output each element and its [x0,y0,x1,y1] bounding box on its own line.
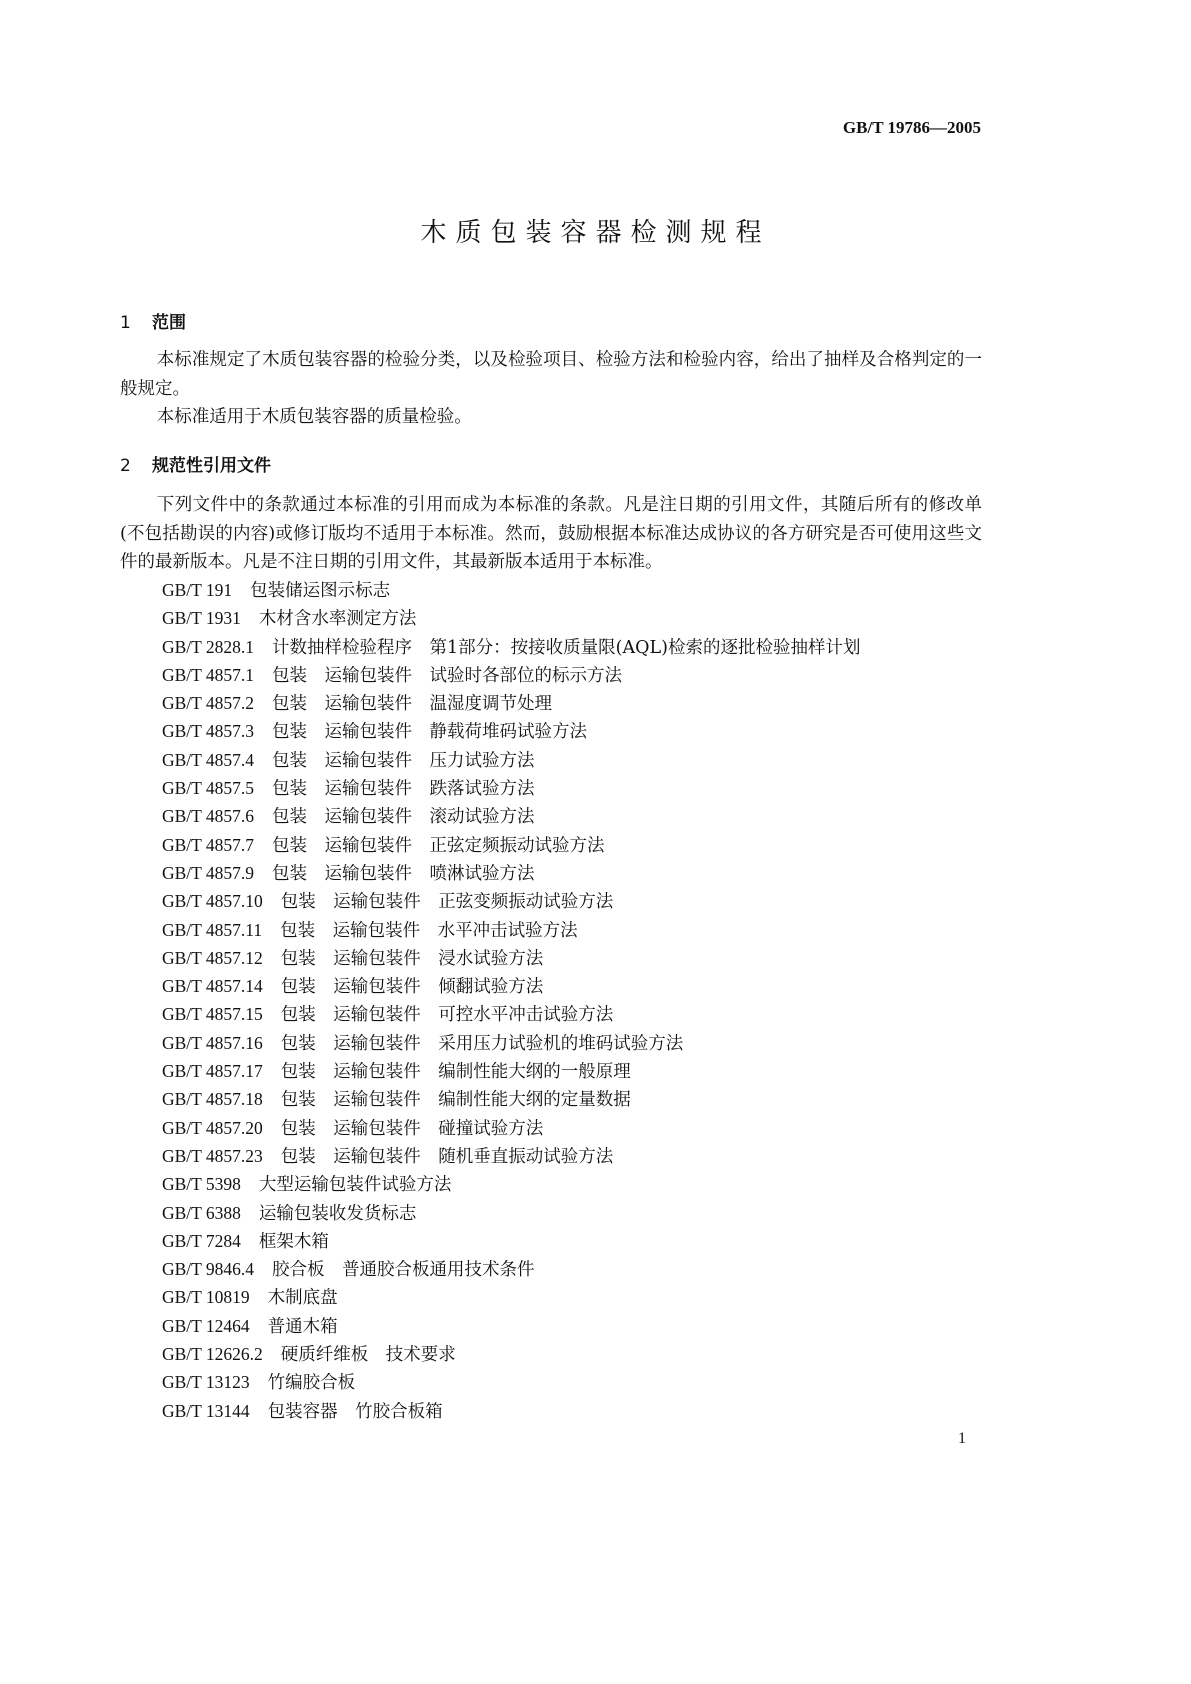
reference-title: 包装 运输包装件 温湿度调节处理 [272,694,553,715]
reference-code: GB/T 13123 [162,1372,250,1393]
reference-title: 胶合板 普通胶合板通用技术条件 [272,1260,535,1281]
section-heading-normative-references [120,451,271,476]
reference-title: 包装容器 竹胶合板箱 [267,1401,443,1422]
reference-item [162,916,860,944]
section-title: 范围 [152,313,186,333]
reference-item [162,1255,860,1283]
paragraph: 本标准规定了木质包装容器的检验分类，以及检验项目、检验方法和检验内容，给出了抽样及合格判定的一般规定。 [120,350,982,399]
reference-code: GB/T 12626.2 [162,1344,263,1365]
reference-title: 包装 运输包装件 可控水平冲击试验方法 [280,1005,614,1026]
references-intro [120,491,982,577]
reference-title: 包装 运输包装件 编制性能大纲的定量数据 [280,1090,631,1111]
section-heading-scope [120,308,186,333]
reference-code: GB/T 4857.11 [162,919,263,940]
reference-item [162,746,860,774]
reference-title: 包装 运输包装件 编制性能大纲的一般原理 [280,1062,631,1083]
reference-title: 包装 运输包装件 滚动试验方法 [272,807,535,828]
reference-title: 包装 运输包装件 浸水试验方法 [280,948,544,969]
reference-item [162,887,860,915]
reference-title: 运输包装收发货标志 [258,1203,417,1224]
reference-title: 硬质纤维板 技术要求 [280,1345,456,1366]
reference-code: GB/T 4857.17 [162,1061,263,1082]
reference-code: GB/T 4857.23 [162,1145,263,1166]
reference-title: 包装 运输包装件 随机垂直振动试验方法 [280,1146,614,1167]
reference-code: GB/T 4857.18 [162,1089,263,1110]
reference-code: GB/T 4857.10 [162,891,263,912]
reference-list [162,576,860,1425]
reference-title: 包装 运输包装件 倾翻试验方法 [280,977,544,998]
reference-item [162,1340,860,1368]
reference-title: 包装 运输包装件 压力试验方法 [272,750,535,771]
reference-code: GB/T 1931 [162,608,241,629]
reference-code: GB/T 4857.15 [162,1004,263,1025]
reference-item [162,1227,860,1255]
reference-code: GB/T 4857.5 [162,778,255,799]
reference-item [162,1085,860,1113]
reference-code: GB/T 9846.4 [162,1259,255,1280]
reference-item [162,774,860,802]
reference-code: GB/T 4857.1 [162,664,255,685]
reference-title: 包装 运输包装件 碰撞试验方法 [280,1118,544,1139]
reference-item [162,1312,860,1340]
reference-title: 包装 运输包装件 跌落试验方法 [272,779,535,800]
reference-code: GB/T 4857.3 [162,721,255,742]
scope-body [120,346,982,432]
reference-code: GB/T 4857.9 [162,862,255,883]
reference-code: GB/T 4857.20 [162,1117,263,1138]
reference-item [162,604,860,632]
reference-code: GB/T 7284 [162,1230,241,1251]
reference-code: GB/T 13144 [162,1400,250,1421]
reference-item [162,1368,860,1396]
reference-item [162,1114,860,1142]
reference-title: 包装 运输包装件 静载荷堆码试验方法 [272,722,588,743]
reference-title: 包装 运输包装件 喷淋试验方法 [272,863,535,884]
reference-code: GB/T 4857.4 [162,749,255,770]
reference-title: 包装 运输包装件 正弦变频振动试验方法 [280,892,614,913]
reference-title: 包装 运输包装件 正弦定频振动试验方法 [272,835,605,856]
reference-item [162,576,860,604]
paragraph: 下列文件中的条款通过本标准的引用而成为本标准的条款。凡是注日期的引用文件，其随后所有的修改单(不包括勘误的内容)或修订版均不适用于本标准。然而，鼓励根据本标准达成协议的各方研究是否可使用这些文件的最新版本。凡是不注日期的引用文件，其最新版本适用于本标准。 [120,495,982,572]
reference-code: GB/T 4857.12 [162,947,263,968]
reference-title: 木制底盘 [267,1288,338,1309]
section-number: 2 [120,456,131,476]
reference-item [162,689,860,717]
reference-code: GB/T 2828.1 [162,636,255,657]
reference-code: GB/T 4857.14 [162,976,263,997]
reference-item [162,859,860,887]
reference-item [162,1029,860,1057]
reference-title: 包装 运输包装件 试验时各部位的标示方法 [272,665,623,686]
reference-code: GB/T 6388 [162,1202,241,1223]
reference-item [162,717,860,745]
reference-item [162,633,860,661]
reference-title: 竹编胶合板 [267,1373,356,1394]
reference-item [162,661,860,689]
page-number: 1 [958,1430,966,1447]
reference-item [162,1000,860,1028]
section-number: 1 [120,313,131,333]
standard-number: GB/T 19786—2005 [842,118,981,137]
reference-title: 框架木箱 [258,1231,329,1252]
reference-title: 计数抽样检验程序 第1部分：按接收质量限(AQL)检索的逐批检验抽样计划 [272,637,861,658]
reference-item [162,972,860,1000]
reference-item [162,1283,860,1311]
paragraph: 本标准适用于木质包装容器的质量检验。 [156,407,472,427]
reference-item [162,1170,860,1198]
reference-title: 木材含水率测定方法 [258,609,417,630]
reference-item [162,1397,860,1425]
reference-code: GB/T 191 [162,580,233,600]
reference-code: GB/T 12464 [162,1315,250,1336]
reference-item [162,831,860,859]
document-title: 木质包装容器检测规程 [420,218,771,248]
reference-code: GB/T 4857.6 [162,806,255,827]
reference-item [162,802,860,830]
reference-title: 普通木箱 [267,1316,338,1337]
reference-code: GB/T 4857.2 [162,693,255,714]
reference-code: GB/T 4857.16 [162,1032,263,1053]
reference-item [162,1057,860,1085]
reference-code: GB/T 10819 [162,1287,250,1308]
reference-code: GB/T 4857.7 [162,834,255,855]
reference-item [162,1199,860,1227]
reference-title: 包装储运图示标志 [250,581,391,601]
reference-item [162,1142,860,1170]
reference-title: 大型运输包装件试验方法 [258,1175,452,1196]
section-title: 规范性引用文件 [152,456,271,476]
reference-title: 包装 运输包装件 采用压力试验机的堆码试验方法 [280,1033,684,1054]
reference-title: 包装 运输包装件 水平冲击试验方法 [280,920,578,941]
reference-code: GB/T 5398 [162,1174,241,1195]
reference-item [162,944,860,972]
